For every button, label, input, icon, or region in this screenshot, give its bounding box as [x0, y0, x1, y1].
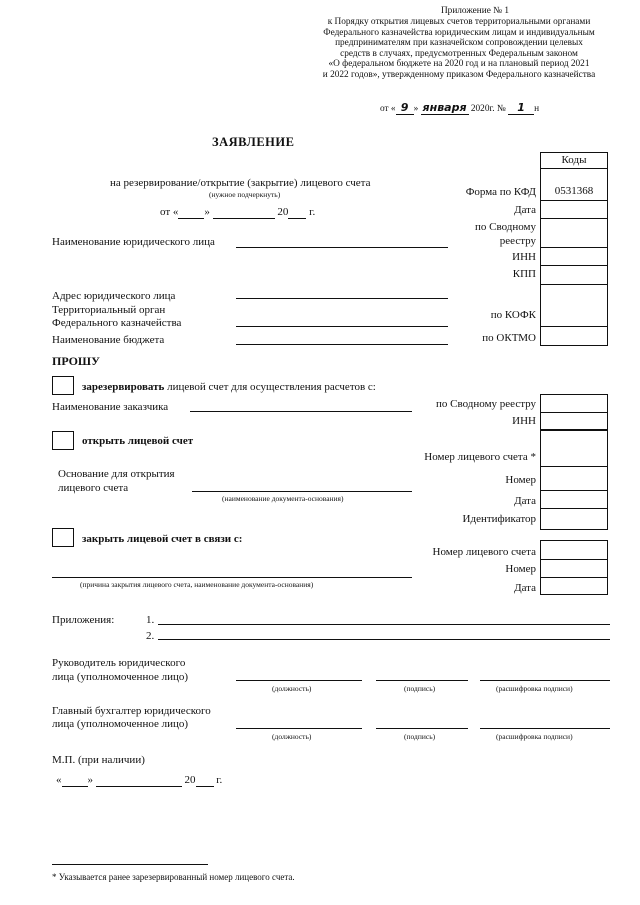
- reserve-inn-label: ИНН: [512, 415, 536, 427]
- budget-name-label: Наименование бюджета: [52, 334, 165, 346]
- address-field[interactable]: [236, 298, 448, 299]
- close-reason-caption: (причина закрытия лицевого счета, наименование документа-основания): [80, 580, 314, 589]
- request-title: ПРОШУ: [52, 354, 100, 368]
- codes-registry-label: по Сводному: [474, 221, 536, 233]
- reserve-checkbox[interactable]: [52, 376, 74, 395]
- codes-kofk-label: по КОФК: [490, 309, 536, 321]
- head-position-caption: (должность): [272, 684, 312, 693]
- basis-field[interactable]: [192, 491, 412, 492]
- codes-date-label: Дата: [514, 204, 536, 216]
- handwritten-month: января: [421, 103, 469, 115]
- form-code-value: 0531368: [554, 185, 594, 197]
- attachment-item-number: 1.: [146, 614, 155, 626]
- subtitle-note: (нужное подчеркнуть): [209, 190, 281, 199]
- legal-entity-name-field[interactable]: [236, 247, 448, 248]
- date-year-blank[interactable]: [288, 206, 306, 219]
- codes-kpp-label: КПП: [512, 268, 536, 280]
- close-date-label: Дата: [514, 582, 536, 594]
- stamp-day-blank[interactable]: [62, 774, 88, 787]
- territorial-organ-field[interactable]: [236, 326, 448, 327]
- open-identifier-label: Идентификатор: [462, 513, 536, 525]
- close-number-label: Номер: [505, 563, 536, 575]
- open-checkbox[interactable]: [52, 431, 74, 450]
- accountant-position-field[interactable]: [236, 728, 362, 729]
- open-account-number-label: Номер лицевого счета *: [424, 451, 536, 463]
- basis-caption: (наименование документа-основания): [222, 494, 344, 503]
- appendix-line: к Порядку открытия лицевых счетов территориальными органами: [327, 17, 591, 27]
- handwritten-number: 1: [508, 103, 534, 115]
- form-code-label: Форма по КФД: [465, 186, 536, 198]
- appendix-title: Приложение № 1: [440, 6, 510, 16]
- appendix-line: предпринимателям при казначейском сопровождении целевых: [335, 38, 583, 49]
- basis-label: Основание для открытия: [58, 468, 175, 480]
- document-title: ЗАЯВЛЕНИЕ: [212, 135, 295, 149]
- appendix-line: «О федеральном бюджете на 2020 год и на плановый период 2021: [328, 59, 590, 70]
- appendix-line: и 2022 годов», утвержденному приказом Федерального казначейства: [322, 69, 596, 80]
- accountant-signature-caption: (подпись): [404, 732, 436, 741]
- attachment-field-1[interactable]: [158, 624, 610, 625]
- footnote-text: * Указывается ранее зарезервированный номер лицевого счета.: [52, 872, 295, 882]
- codes-inn-label: ИНН: [512, 251, 536, 263]
- attachment-field-2[interactable]: [158, 639, 610, 640]
- stamp-month-blank[interactable]: [96, 774, 182, 787]
- accountant-position-caption: (должность): [272, 732, 312, 741]
- territorial-organ-label: Территориальный орган: [52, 304, 166, 316]
- handwritten-day: 9: [396, 103, 414, 115]
- open-account-title: открыть лицевой счет: [82, 435, 194, 447]
- open-date-label: Дата: [514, 495, 536, 507]
- document-subtitle: на резервирование/открытие (закрытие) лицевого счета: [110, 177, 371, 189]
- accountant-signature-field[interactable]: [376, 728, 468, 729]
- date-month-blank[interactable]: [213, 206, 275, 219]
- address-label: Адрес юридического лица: [52, 290, 176, 302]
- footnote-divider: [52, 864, 208, 865]
- open-number-label: Номер: [505, 474, 536, 486]
- head-signature-label: Руководитель юридического: [52, 657, 186, 669]
- stamp-year-blank[interactable]: [196, 774, 214, 787]
- reserve-registry-label: по Сводному реестру: [436, 398, 536, 410]
- territorial-organ-label-2: Федерального казначейства: [52, 317, 182, 329]
- codes-table: [540, 152, 608, 346]
- stamp-date: « » 20 г.: [56, 774, 223, 786]
- head-decoding-field[interactable]: [480, 680, 610, 681]
- close-reason-field[interactable]: [52, 577, 412, 578]
- budget-name-field[interactable]: [236, 344, 448, 345]
- codes-oktmo-label: по ОКТМО: [482, 332, 536, 344]
- head-signature-label-2: лица (уполномоченное лицо): [52, 671, 189, 683]
- head-signature-field[interactable]: [376, 680, 468, 681]
- open-codes-cells[interactable]: [540, 430, 608, 530]
- date-day-blank[interactable]: [178, 206, 204, 219]
- codes-header: Коды: [561, 154, 587, 166]
- customer-name-label: Наименование заказчика: [52, 401, 169, 413]
- appendix-date: от « 9 » января 2020г. № 1 н: [380, 101, 540, 114]
- close-codes-cells[interactable]: [540, 540, 608, 595]
- accountant-decoding-caption: (расшифровка подписи): [496, 732, 573, 741]
- document-date: от « » 20 г.: [160, 206, 316, 218]
- customer-name-field[interactable]: [190, 411, 412, 412]
- accountant-decoding-field[interactable]: [480, 728, 610, 729]
- accountant-signature-label-2: лица (уполномоченное лицо): [52, 718, 189, 730]
- close-account-title: закрыть лицевой счет в связи с:: [82, 533, 243, 545]
- appendix-description: [300, 17, 618, 81]
- appendix-line: Федерального казначейства юридическим лицам и индивидуальным: [323, 27, 595, 38]
- accountant-signature-label: Главный бухгалтер юридического: [52, 705, 211, 717]
- basis-label-2: лицевого счета: [58, 482, 129, 494]
- legal-entity-name-label: Наименование юридического лица: [52, 236, 215, 248]
- codes-registry-label-2: реестру: [499, 235, 536, 247]
- head-signature-caption: (подпись): [404, 684, 436, 693]
- close-account-number-label: Номер лицевого счета: [432, 546, 536, 558]
- stamp-label: М.П. (при наличии): [52, 754, 145, 766]
- appendix-line: средств в случаях, предусмотренных Федеральным законом: [340, 48, 578, 59]
- reserve-label: зарезервировать лицевой счет для осуществления расчетов с:: [82, 381, 376, 393]
- close-checkbox[interactable]: [52, 528, 74, 547]
- head-position-field[interactable]: [236, 680, 362, 681]
- attachment-item-number: 2.: [146, 630, 155, 642]
- head-decoding-caption: (расшифровка подписи): [496, 684, 573, 693]
- attachments-label: Приложения:: [52, 614, 115, 626]
